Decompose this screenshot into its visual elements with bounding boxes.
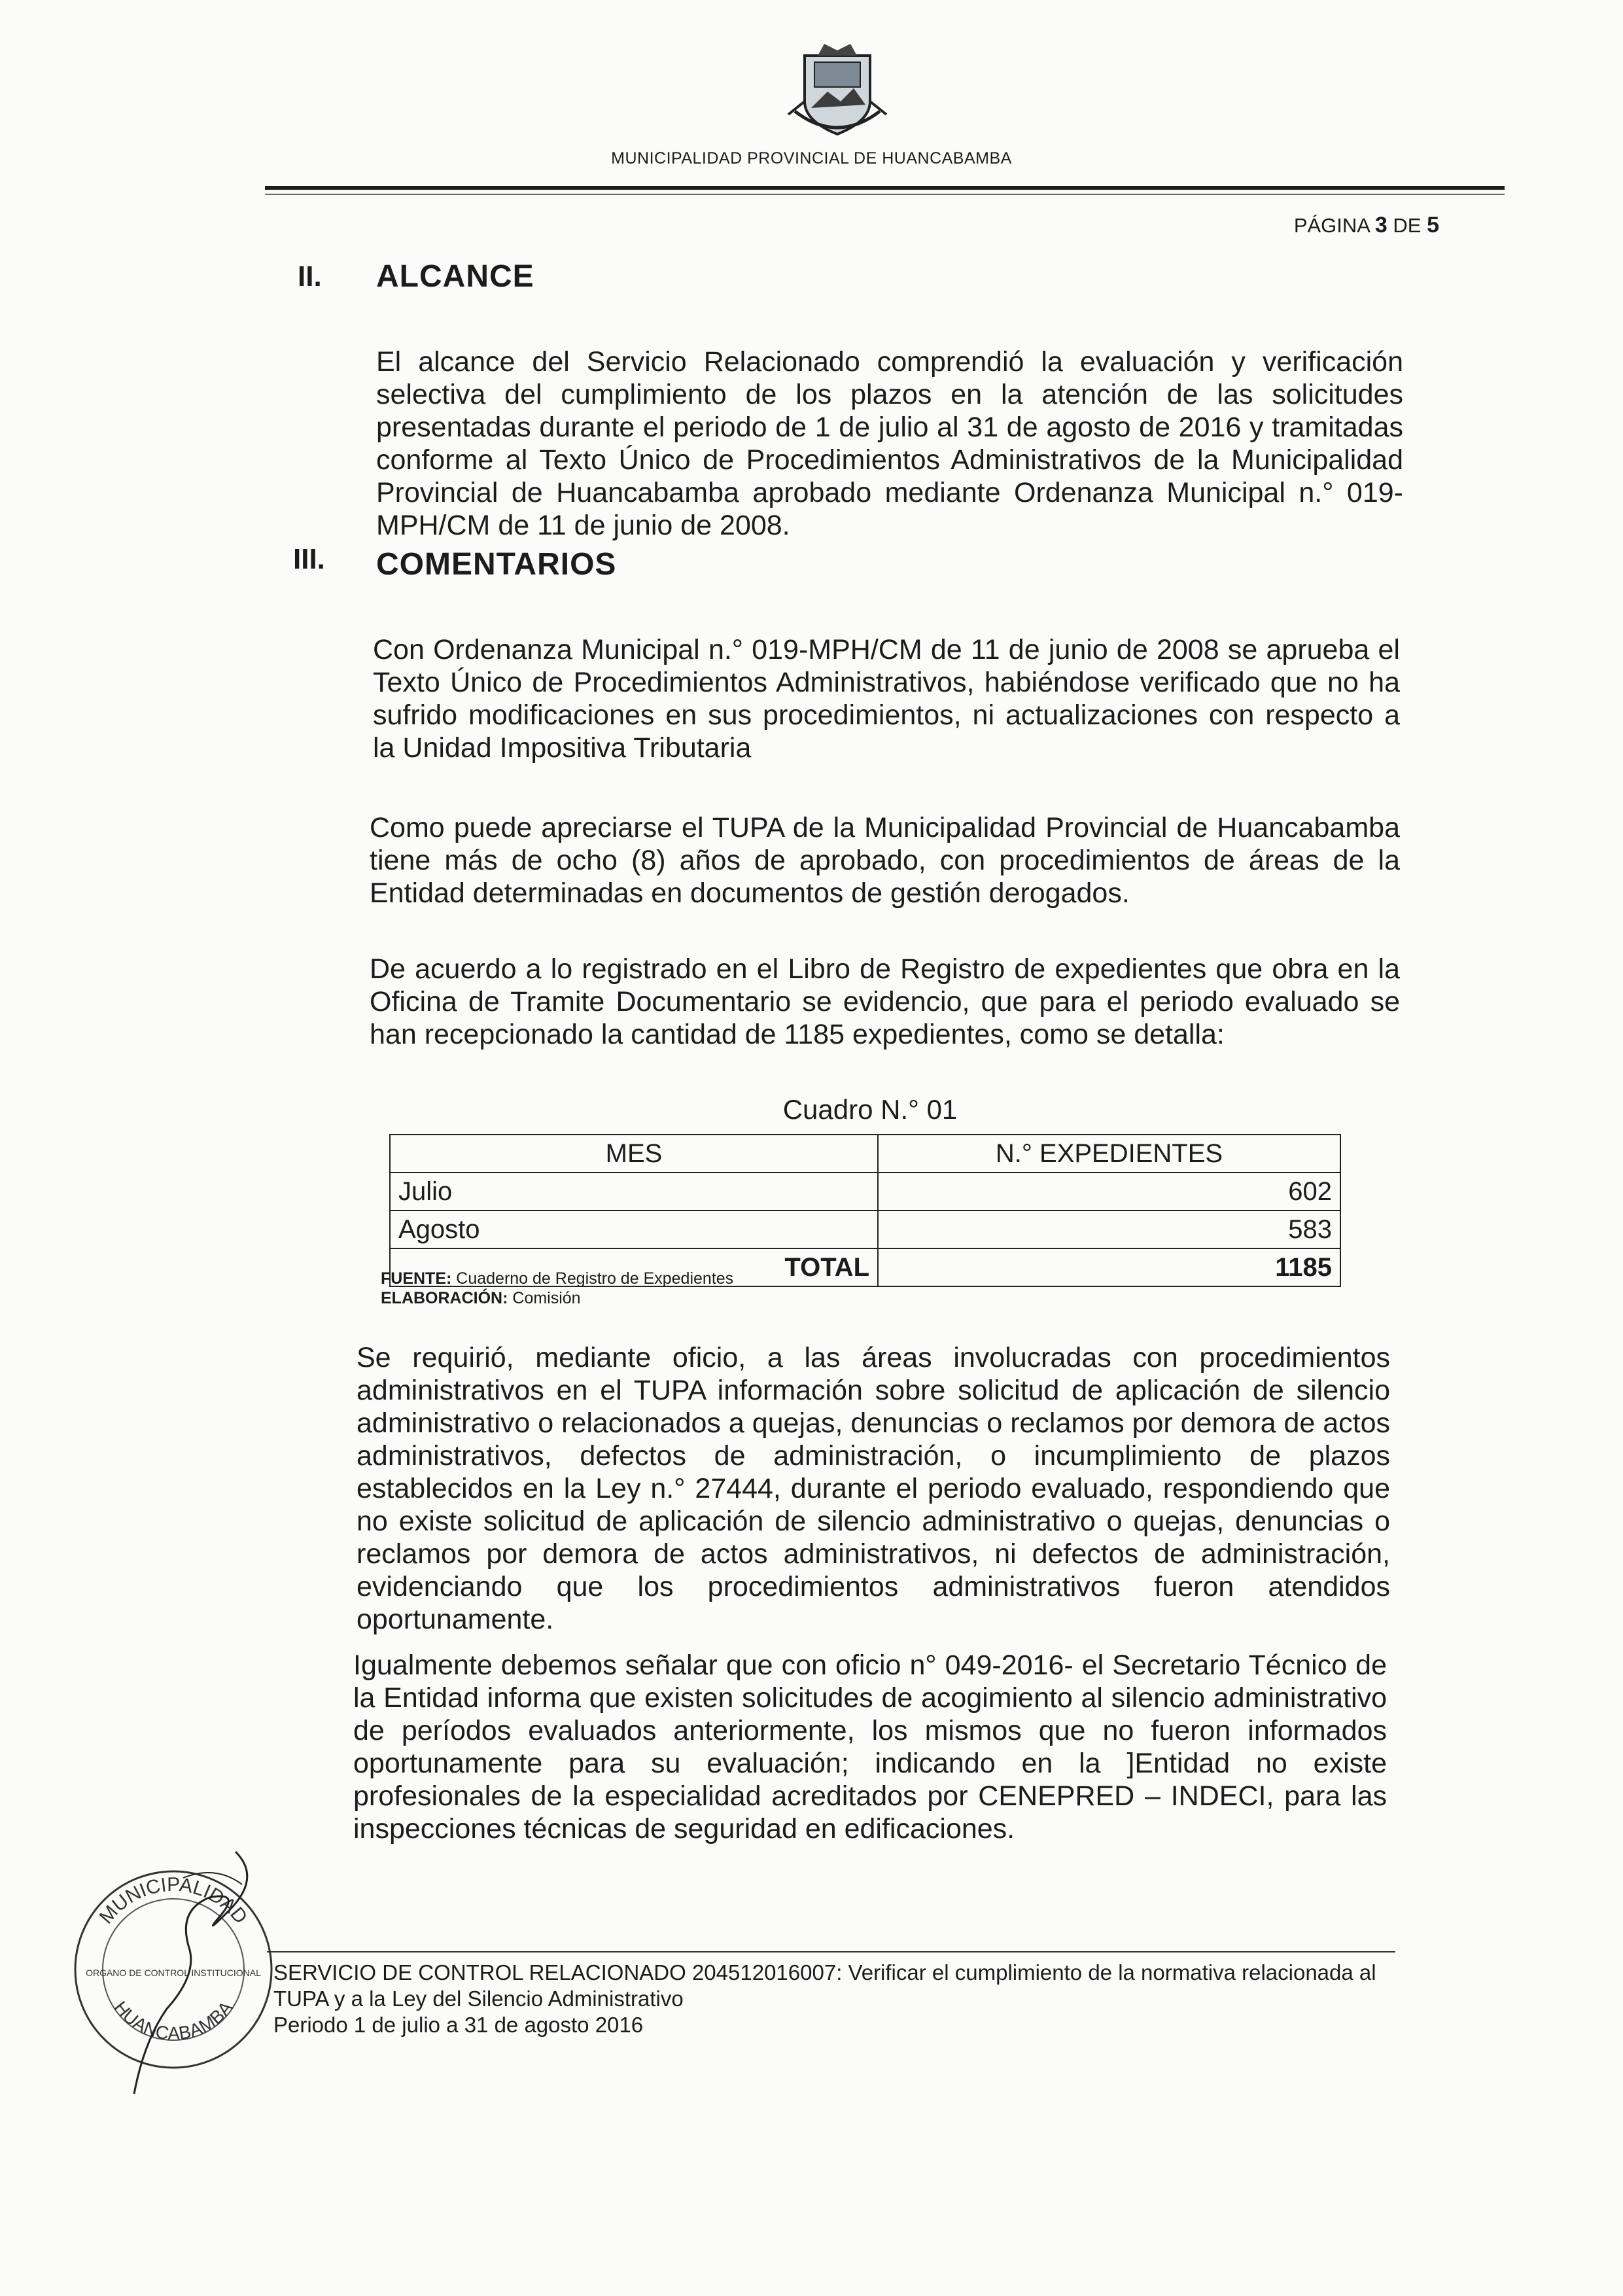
table-source: FUENTE: Cuaderno de Registro de Expedientes [381, 1269, 734, 1288]
signature-icon [105, 1839, 288, 2100]
table-row [390, 1173, 1340, 1210]
table-caption: Cuadro N.° 01 [782, 1094, 958, 1125]
header-expedientes: N.° EXPEDIENTES [878, 1135, 1340, 1173]
municipal-crest-icon [782, 36, 893, 144]
expedientes-table [389, 1134, 1341, 1287]
header-rule-thin [265, 194, 1505, 195]
page-number: PÁGINA 3 DE 5 [1293, 213, 1439, 238]
footer-rule [267, 1951, 1395, 1952]
footer-line-3: Periodo 1 de julio a 31 de agosto 2016 [273, 2013, 644, 2037]
comentarios-paragraph-2: Como puede apreciarse el TUPA de la Municipalidad Provincial de Huancabamba tiene más de ocho (8) años de aprobado, con procedimientos de áreas de la Entidad determinadas en documentos de gestión derogados. [370, 812, 1400, 909]
row-expedientes: 602 [878, 1173, 1340, 1210]
header-mes: MES [390, 1135, 878, 1173]
table-header-row [390, 1135, 1340, 1173]
comentarios-paragraph-3: De acuerdo a lo registrado en el Libro de Registro de expedientes que obra en la Oficina de Tramite Documentario se evidencio, que para el periodo evaluado se han recepcionado la cantidad de 1185 expedientes, como se detalla: [370, 953, 1400, 1050]
row-mes: Julio [390, 1173, 878, 1210]
total-label: TOTAL [390, 1248, 878, 1286]
section-title-comentarios: COMENTARIOS [376, 547, 617, 582]
footer-line-1: SERVICIO DE CONTROL RELACIONADO 204512016007: Verificar el cumplimiento de la normativa relacionada al [273, 1960, 1376, 1985]
table-elaboration: ELABORACIÓN: Comisión [381, 1289, 581, 1307]
section-title-alcance: ALCANCE [376, 259, 534, 294]
footer-line-2: TUPA y a la Ley del Silencio Administrativo [273, 1987, 684, 2011]
row-mes: Agosto [390, 1210, 878, 1248]
header-rule [265, 186, 1505, 190]
row-expedientes: 583 [878, 1210, 1340, 1248]
total-value: 1185 [878, 1248, 1340, 1286]
comentarios-paragraph-4: Se requirió, mediante oficio, a las áreas involucradas con procedimientos administrativos en el TUPA información sobre solicitud de aplicación de silencio administrativo o relacionados a quejas, denuncias o reclamos por demora de actos administrativos, defectos de administración, o incumplimiento de plazos establecidos en la Ley n.° 27444, durante el periodo evaluado, respondiendo que no existe solicitud de aplicación de silencio administrativo o quejas, denuncias o reclamos por demora de actos administrativos, ni defectos de administración, evidenciando que los procedimientos administrativos fueron atendidos oportunamente. [357, 1342, 1390, 1635]
stamp-text-middle: ORGANO DE CONTROL INSTITUCIONAL [86, 1968, 261, 1978]
stamp-text-top: MUNICIPALIDAD [95, 1873, 252, 1928]
section-number-comentarios: III. [293, 543, 325, 575]
municipality-name: MUNICIPALIDAD PROVINCIAL DE HUANCABAMBA [611, 149, 1012, 168]
comentarios-paragraph-1: Con Ordenanza Municipal n.° 019-MPH/CM de 11 de junio de 2008 se aprueba el Texto Único de Procedimientos Administrativos, habiéndose verificado que no ha sufrido modificaciones en sus procedimientos, ni actualizaciones con respecto a la Unidad Impositiva Tributaria [373, 634, 1400, 764]
section-number-alcance: II. [298, 260, 322, 292]
table-row [390, 1210, 1340, 1248]
alcance-paragraph: El alcance del Servicio Relacionado comprendió la evaluación y verificación selectiva del cumplimiento de los plazos en la atención de las solicitudes presentadas durante el periodo de 1 de julio al 31 de agosto de 2016 y tramitadas conforme al Texto Único de Procedimientos Administrativos de la Municipalidad Provincial de Huancabamba aprobado mediante Ordenanza Municipal n.° 019-MPH/CM de 11 de junio de 2008. [376, 346, 1403, 541]
stamp-text-bottom: HUANCABAMBA [110, 1997, 237, 2044]
comentarios-paragraph-5: Igualmente debemos señalar que con oficio n° 049-2016- el Secretario Técnico de la Entidad informa que existen solicitudes de acogimiento al silencio administrativo de períodos evaluados anteriormente, los mismos que no fueron informados oportunamente para su evaluación; indicando en la ]Entidad no existe profesionales de la especialidad acreditados por CENEPRED – INDECI, para las inspecciones técnicas de seguridad en edificaciones. [353, 1650, 1387, 1845]
